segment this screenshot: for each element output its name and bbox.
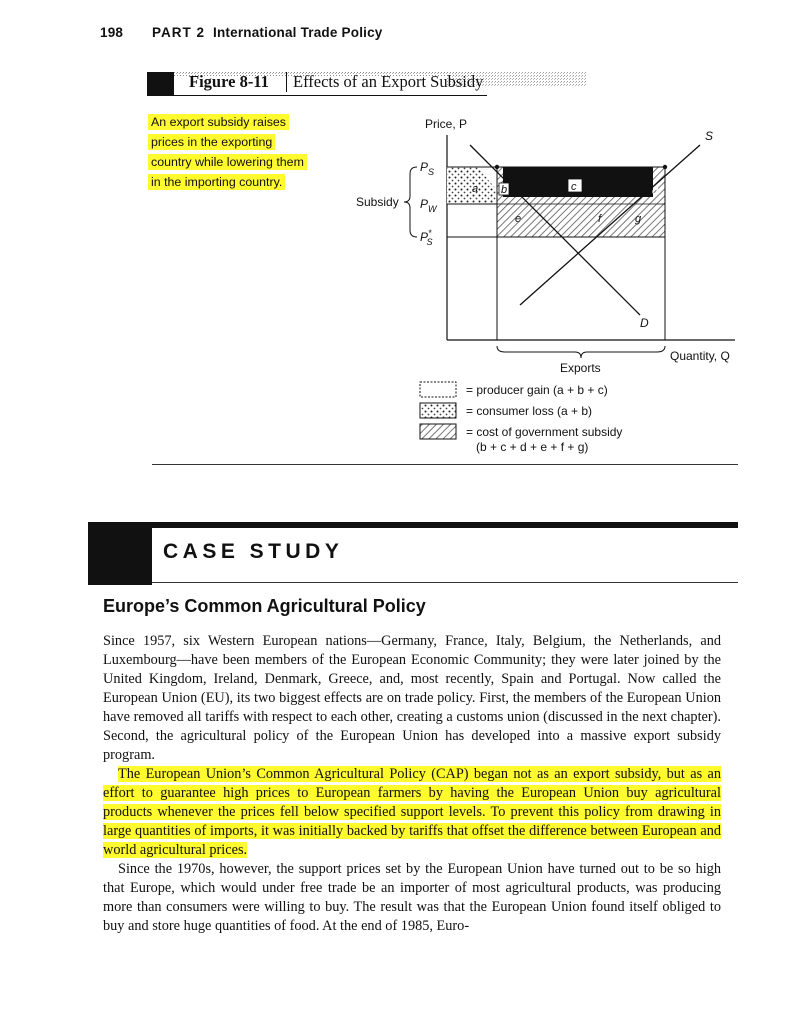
legend-producer-gain: = producer gain (a + b + c): [466, 383, 608, 397]
area-label-a: a: [472, 183, 479, 195]
page-number: 198: [100, 25, 124, 40]
subsidy-brace: [404, 167, 417, 237]
price-label-pw: [420, 197, 438, 214]
area-label-e: e: [515, 213, 522, 225]
x-axis-label: Quantity, Q: [670, 349, 730, 363]
case-study-title: Europe’s Common Agricultural Policy: [103, 596, 426, 616]
paragraph-3: Since the 1970s, however, the support prices set by the European Union have turned out to be so high that Europe, which would under free trade be an importer of most agricultural products, was producing more than consumers were willing to buy. The result was that the European Union found itself obliged to buy and store huge quantities of food. At the end of 1985, Euro-: [103, 861, 721, 934]
figure-marker: [147, 72, 174, 96]
legend-consumer-loss: = consumer loss (a + b): [466, 404, 593, 418]
exports-brace: [497, 346, 665, 358]
price-label-ps: [420, 160, 434, 177]
figure-caption: An export subsidy raises prices in the exporting country while lowering them in the importing country.: [148, 112, 308, 192]
subsidy-label: Subsidy: [356, 195, 399, 209]
legend-government-cost: = cost of government subsidy: [466, 425, 623, 439]
case-study-body: [103, 632, 721, 936]
section-title: International Trade Policy: [213, 25, 383, 40]
svg-text:PS: $P_S$: [420, 160, 435, 177]
supply-label: S: [705, 129, 714, 143]
area-label-b: b: [501, 184, 508, 196]
figure-label: Figure 8-11: [189, 72, 269, 91]
legend-swatch-consumer: [420, 403, 456, 418]
paragraph-2: The European Union’s Common Agricultural Policy (CAP) began not as an export subsidy, but as an effort to guarantee high prices to European farmers by having the European Union buy agricultural products whenever the prices fell below specified support levels. To prevent this policy from drawing in large quantities of imports, it was initially backed by tariffs that offset the difference between European and world agricultural prices.: [103, 766, 721, 858]
part-label: PART 2: [152, 25, 206, 40]
legend-government-cost-terms: (b + c + d + e + f + g): [476, 440, 589, 454]
area-label-g: g: [635, 213, 642, 225]
export-subsidy-diagram: [340, 110, 750, 460]
price-label-ps-star: [420, 228, 433, 247]
case-study-top-rule: [152, 522, 738, 528]
svg-text:P*S: P* S: [420, 228, 433, 247]
area-label-c: c: [571, 181, 577, 193]
case-study-marker: [88, 522, 152, 585]
demand-label: D: [640, 316, 649, 330]
legend-swatch-producer: [420, 382, 456, 397]
paragraph-1: Since 1957, six Western European nations—Germany, France, Italy, Belgium, the Netherlands, and Luxembourg—have been members of the European Economic Community; they were later joined by the United Kingdom, Ireland, Denmark, Greece, and, most recently, Spain and Portugal. Now called the European Union (EU), its two biggest effects are on trade policy. First, the members of the European Union have removed all tariffs with respect to each other, creating a customs union (discussed in the next chapter). Second, the agricultural policy of the European Union has developed into a massive export subsidy program.: [103, 633, 721, 763]
case-study-label: CASE STUDY: [163, 540, 344, 563]
point-supply-ps: [663, 165, 667, 169]
running-header: [100, 25, 383, 40]
area-label-f: f: [598, 213, 602, 225]
case-study-bottom-rule: [152, 582, 738, 583]
exports-label: Exports: [560, 361, 601, 375]
svg-text:PW: $P_W$: [420, 197, 437, 214]
legend-swatch-government: [420, 424, 456, 439]
y-axis-label: Price, P: [425, 117, 468, 131]
area-label-d: d: [652, 185, 659, 197]
point-demand-ps: [495, 165, 499, 169]
figure-divider: [152, 464, 738, 465]
figure-title: Effects of an Export Subsidy: [286, 72, 483, 92]
